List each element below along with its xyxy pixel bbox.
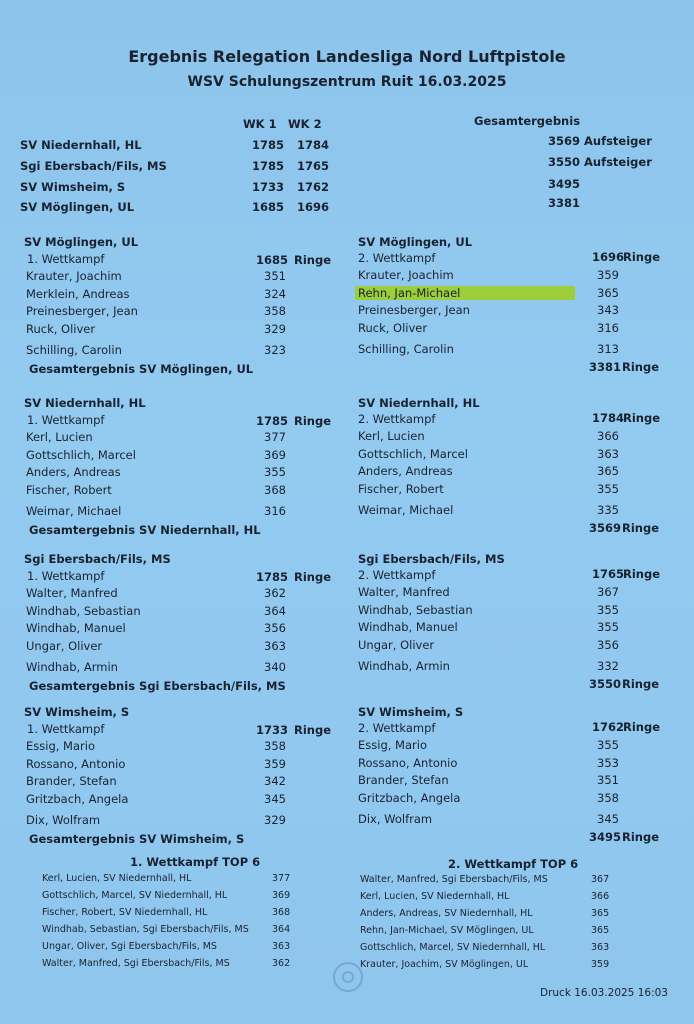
top6-score: 368	[272, 907, 291, 918]
overview-team: SV Niedernhall, HL	[20, 138, 142, 152]
team-name-right: SV Wimsheim, S	[358, 705, 464, 719]
document-title: Ergebnis Relegation Landesliga Nord Luftpistole	[128, 47, 566, 66]
athlete-name: Walter, Manfred	[358, 585, 450, 599]
athlete-score: 316	[264, 504, 286, 518]
athlete-name: Kerl, Lucien	[358, 429, 425, 443]
ringe-label-total: Ringe	[622, 677, 660, 691]
overview-team: SV Wimsheim, S	[20, 180, 126, 194]
athlete-name: Weimar, Michael	[358, 503, 454, 517]
competition-sum-right: 1696	[592, 250, 625, 264]
watermark-logo-icon	[333, 962, 363, 992]
top6-score: 362	[272, 958, 291, 969]
athlete-score: 359	[597, 268, 619, 282]
athlete-score: 355	[597, 738, 619, 752]
athlete-score: 355	[597, 620, 619, 634]
competition-sum-left: 1685	[256, 253, 289, 267]
top6-entry: Walter, Manfred, Sgi Ebersbach/Fils, MS	[360, 874, 548, 885]
athlete-name: Preinesberger, Jean	[26, 304, 138, 318]
athlete-score: 356	[597, 637, 619, 652]
athlete-name: Preinesberger, Jean	[358, 303, 470, 317]
team-name-right: SV Niedernhall, HL	[358, 396, 480, 410]
top6-entry: Kerl, Lucien, SV Niedernhall, HL	[360, 891, 510, 902]
athlete-score: 342	[264, 774, 286, 788]
team-name-right: SV Möglingen, UL	[358, 235, 473, 249]
team-total-value: 3550	[589, 677, 622, 691]
athlete-name: Brander, Stefan	[358, 773, 449, 787]
ringe-label-right: Ringe	[623, 567, 661, 581]
top6-score: 365	[591, 925, 610, 936]
athlete-score: 351	[597, 773, 619, 787]
overview-wk2: 1762	[297, 180, 330, 194]
competition-sum-right: 1765	[592, 567, 625, 581]
top6-score: 366	[591, 891, 610, 902]
competition-sum-right: 1762	[592, 720, 625, 734]
header-wk2: WK 2	[288, 117, 322, 131]
athlete-name: Ruck, Oliver	[358, 320, 428, 335]
team-total-value: 3495	[589, 830, 622, 844]
ringe-label-left: Ringe	[294, 570, 332, 584]
top6-entry: Ungar, Oliver, Sgi Ebersbach/Fils, MS	[42, 941, 217, 952]
top6-entry: Krauter, Joachim, SV Möglingen, UL	[360, 959, 529, 970]
athlete-score: 377	[264, 430, 286, 444]
team-name-left: Sgi Ebersbach/Fils, MS	[24, 552, 171, 566]
top6-entry: Kerl, Lucien, SV Niedernhall, HL	[42, 873, 192, 884]
overview-total: 3550	[548, 155, 581, 169]
athlete-name: Dix, Wolfram	[358, 812, 433, 826]
ringe-label-left: Ringe	[294, 414, 332, 428]
top6-score: 369	[272, 890, 291, 901]
team-name-left: SV Niedernhall, HL	[24, 396, 146, 410]
team-name-left: SV Möglingen, UL	[24, 235, 139, 249]
athlete-score: 365	[597, 464, 619, 478]
top6-score: 365	[591, 908, 610, 919]
athlete-name: Windhab, Sebastian	[358, 602, 473, 617]
athlete-name: Ungar, Oliver	[26, 638, 103, 653]
ringe-label-right: Ringe	[623, 720, 661, 734]
top6-entry: Walter, Manfred, Sgi Ebersbach/Fils, MS	[42, 958, 230, 969]
athlete-score: 359	[264, 756, 286, 771]
overview-wk1: 1733	[252, 180, 285, 194]
athlete-name: Gottschlich, Marcel	[358, 446, 468, 461]
athlete-name: Fischer, Robert	[358, 481, 444, 496]
ringe-label-right: Ringe	[623, 411, 661, 425]
athlete-name: Gottschlich, Marcel	[26, 447, 136, 462]
athlete-score: 366	[597, 429, 619, 443]
top6-score: 363	[272, 941, 291, 952]
athlete-score: 358	[264, 739, 286, 753]
athlete-score: 345	[264, 791, 286, 806]
athlete-score: 345	[597, 812, 619, 826]
athlete-name: Merklein, Andreas	[26, 286, 130, 301]
athlete-name: Schilling, Carolin	[26, 343, 122, 357]
athlete-name: Windhab, Manuel	[358, 620, 458, 634]
athlete-score: 363	[597, 446, 619, 461]
competition-sum-left: 1785	[256, 570, 289, 584]
athlete-score: 355	[597, 602, 619, 617]
competition-sum-left: 1733	[256, 723, 289, 737]
overview-wk1: 1685	[252, 200, 285, 214]
ringe-label-total: Ringe	[622, 521, 660, 535]
competition-label-right: 2. Wettkampf	[358, 251, 436, 265]
overview-note: Aufsteiger	[584, 134, 652, 148]
athlete-name: Gritzbach, Angela	[26, 791, 129, 806]
overview-total: 3495	[548, 177, 581, 191]
athlete-score: 329	[264, 813, 286, 827]
athlete-name: Anders, Andreas	[26, 465, 121, 479]
top6-left-title: 1. Wettkampf TOP 6	[130, 855, 261, 869]
athlete-score: 365	[597, 285, 619, 300]
athlete-score: 329	[264, 321, 286, 336]
team-name-left: SV Wimsheim, S	[24, 705, 130, 719]
overview-team: Sgi Ebersbach/Fils, MS	[20, 159, 167, 173]
athlete-name-highlighted: Rehn, Jan-Michael	[355, 286, 575, 300]
athlete-score: 356	[264, 621, 286, 635]
ringe-label-left: Ringe	[294, 253, 332, 267]
team-total-value: 3569	[589, 521, 622, 535]
overview-wk2: 1784	[297, 138, 330, 152]
athlete-score: 362	[264, 586, 286, 600]
athlete-name: Brander, Stefan	[26, 774, 117, 788]
top6-score: 359	[591, 959, 610, 970]
print-timestamp: Druck 16.03.2025 16:03	[540, 987, 668, 999]
athlete-name: Essig, Mario	[26, 739, 95, 753]
competition-label-right: 2. Wettkampf	[358, 721, 436, 735]
athlete-score: 367	[597, 585, 619, 599]
team-total-label: Gesamtergebnis SV Niedernhall, HL	[29, 523, 261, 537]
athlete-name: Windhab, Armin	[358, 659, 450, 673]
athlete-score: 358	[597, 790, 619, 805]
athlete-name: Anders, Andreas	[358, 464, 453, 478]
athlete-name: Ruck, Oliver	[26, 321, 96, 336]
athlete-score: 332	[597, 659, 619, 673]
athlete-name: Ungar, Oliver	[358, 637, 435, 652]
top6-entry: Gottschlich, Marcel, SV Niedernhall, HL	[42, 890, 228, 901]
team-total-label: Gesamtergebnis SV Wimsheim, S	[29, 832, 245, 846]
athlete-name: Dix, Wolfram	[26, 813, 101, 827]
ringe-label-left: Ringe	[294, 723, 332, 737]
overview-team: SV Möglingen, UL	[20, 200, 135, 214]
athlete-name: Essig, Mario	[358, 738, 427, 752]
athlete-name: Schilling, Carolin	[358, 342, 454, 356]
competition-label-right: 2. Wettkampf	[358, 412, 436, 426]
top6-score: 377	[272, 873, 291, 884]
athlete-name: Windhab, Sebastian	[26, 603, 141, 618]
competition-label-left: 1. Wettkampf	[27, 252, 105, 266]
ringe-label-right: Ringe	[623, 250, 661, 264]
athlete-score: 323	[264, 343, 286, 357]
overview-total: 3381	[548, 196, 581, 210]
athlete-score: 324	[264, 286, 286, 301]
athlete-score: 368	[264, 482, 286, 497]
team-name-right: Sgi Ebersbach/Fils, MS	[358, 552, 505, 566]
athlete-name: Rossano, Antonio	[358, 755, 458, 770]
athlete-score: 340	[264, 660, 286, 674]
top6-entry: Fischer, Robert, SV Niedernhall, HL	[42, 907, 208, 918]
athlete-name: Fischer, Robert	[26, 482, 112, 497]
competition-label-left: 1. Wettkampf	[27, 413, 105, 427]
athlete-name: Kerl, Lucien	[26, 430, 93, 444]
competition-label-left: 1. Wettkampf	[27, 569, 105, 583]
athlete-score: 313	[597, 342, 619, 356]
athlete-name: Weimar, Michael	[26, 504, 122, 518]
top6-entry: Windhab, Sebastian, Sgi Ebersbach/Fils, MS	[42, 924, 249, 935]
overview-wk1: 1785	[252, 159, 285, 173]
competition-label-right: 2. Wettkampf	[358, 568, 436, 582]
top6-score: 363	[591, 942, 610, 953]
athlete-score: 358	[264, 304, 286, 318]
competition-sum-left: 1785	[256, 414, 289, 428]
ringe-label-total: Ringe	[622, 830, 660, 844]
top6-right-title: 2. Wettkampf TOP 6	[448, 857, 579, 871]
athlete-name: Windhab, Armin	[26, 660, 118, 674]
team-total-label: Gesamtergebnis SV Möglingen, UL	[29, 362, 254, 376]
overview-wk2: 1765	[297, 159, 330, 173]
competition-sum-right: 1784	[592, 411, 625, 425]
header-total: Gesamtergebnis	[474, 114, 581, 128]
athlete-score: 355	[597, 481, 619, 496]
top6-score: 367	[591, 874, 610, 885]
athlete-score: 353	[597, 755, 619, 770]
top6-entry: Rehn, Jan-Michael, SV Möglingen, UL	[360, 925, 534, 936]
athlete-score: 343	[597, 303, 619, 317]
athlete-name: Krauter, Joachim	[358, 268, 454, 282]
athlete-name: Rossano, Antonio	[26, 756, 126, 771]
ringe-label-total: Ringe	[622, 360, 660, 374]
athlete-name: Walter, Manfred	[26, 586, 118, 600]
header-wk1: WK 1	[243, 117, 277, 131]
overview-wk2: 1696	[297, 200, 330, 214]
overview-total: 3569	[548, 134, 581, 148]
competition-label-left: 1. Wettkampf	[27, 722, 105, 736]
top6-entry: Gottschlich, Marcel, SV Niedernhall, HL	[360, 942, 546, 953]
team-total-value: 3381	[589, 360, 622, 374]
overview-wk1: 1785	[252, 138, 285, 152]
athlete-name: Krauter, Joachim	[26, 269, 122, 283]
overview-note: Aufsteiger	[584, 155, 652, 169]
athlete-score: 316	[597, 320, 619, 335]
top6-score: 364	[272, 924, 291, 935]
athlete-score: 364	[264, 603, 286, 618]
document-subtitle: WSV Schulungszentrum Ruit 16.03.2025	[187, 74, 507, 90]
athlete-score: 369	[264, 447, 286, 462]
team-total-label: Gesamtergebnis Sgi Ebersbach/Fils, MS	[29, 679, 286, 693]
athlete-name: Windhab, Manuel	[26, 621, 126, 635]
athlete-name: Gritzbach, Angela	[358, 790, 461, 805]
athlete-score: 363	[264, 638, 286, 653]
athlete-score: 355	[264, 465, 286, 479]
athlete-score: 351	[264, 269, 286, 283]
top6-entry: Anders, Andreas, SV Niedernhall, HL	[360, 908, 533, 919]
athlete-score: 335	[597, 503, 619, 517]
